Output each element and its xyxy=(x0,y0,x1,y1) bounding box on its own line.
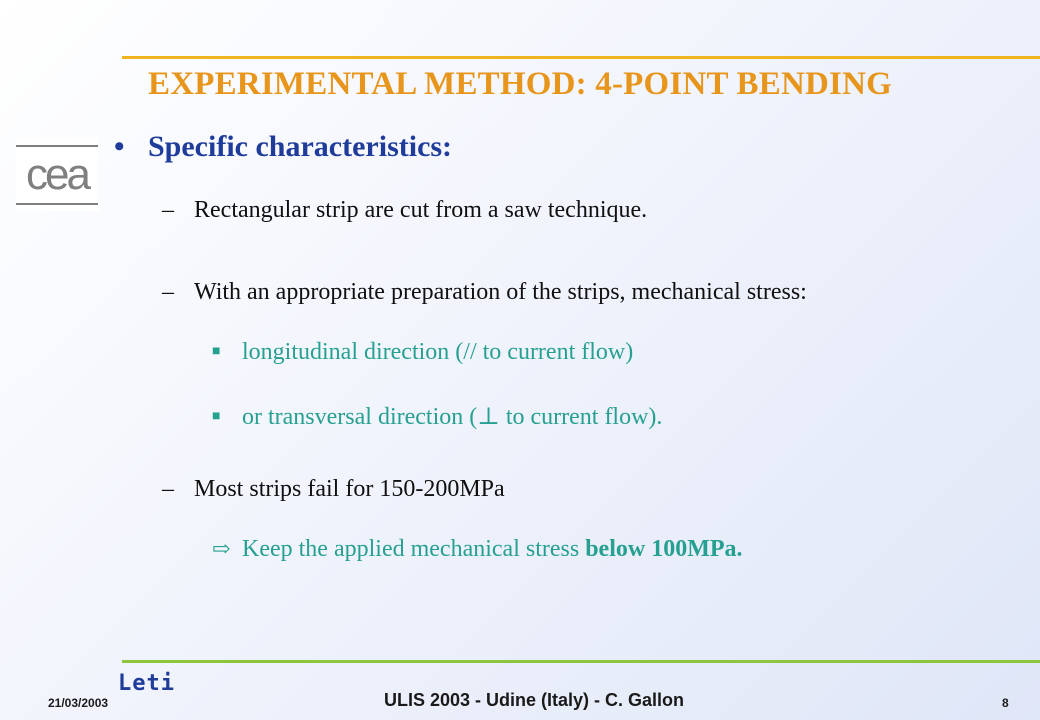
sub-item-3-text: Most strips fail for 150-200MPa xyxy=(194,476,505,502)
cea-logo-mark xyxy=(16,139,98,211)
cea-logo-text: cea xyxy=(26,150,88,199)
bullet-dot: • xyxy=(114,130,125,163)
footer-date: 21/03/2003 xyxy=(48,696,109,710)
sub-item-3 xyxy=(162,476,505,503)
square-bullet-2: ■ xyxy=(212,409,221,424)
sub-item-2-text: With an appropriate preparation of the strips, mechanical stress: xyxy=(194,279,807,305)
sub-item-1-text: Rectangular strip are cut from a saw technique. xyxy=(194,197,648,223)
top-rule xyxy=(122,56,1040,59)
footer-title: ULIS 2003 - Udine (Italy) - C. Gallon xyxy=(384,690,685,710)
sub-item-1 xyxy=(162,197,647,224)
leti-logo xyxy=(118,670,184,694)
dash-1: – xyxy=(162,197,174,223)
cea-logo xyxy=(16,139,98,211)
sub-sub-item-2-text: or transversal direction (⊥ to current flow). xyxy=(242,404,663,430)
dash-2: – xyxy=(162,279,174,305)
main-bullet xyxy=(114,130,452,164)
conclusion-line xyxy=(212,536,743,563)
sub-item-2 xyxy=(162,279,807,306)
arrow-icon: ⇨ xyxy=(212,536,231,561)
sub-sub-item-2 xyxy=(212,402,662,431)
logo-bottom-line xyxy=(16,203,98,205)
sub-sub-item-1 xyxy=(212,339,633,366)
main-bullet-text: Specific characteristics: xyxy=(148,130,453,163)
leti-logo-text: Leti xyxy=(118,671,175,694)
dash-3: – xyxy=(162,476,174,502)
conclusion-text: Keep the applied mechanical stress xyxy=(242,536,586,562)
slide-title: EXPERIMENTAL METHOD: 4-POINT BENDING xyxy=(148,66,892,102)
square-bullet-1: ■ xyxy=(212,344,221,359)
page-number: 8 xyxy=(1002,696,1009,710)
bottom-rule xyxy=(122,660,1040,663)
conclusion-bold: below 100MPa. xyxy=(585,536,743,562)
sub-sub-item-1-text: longitudinal direction (// to current flow) xyxy=(242,339,634,365)
